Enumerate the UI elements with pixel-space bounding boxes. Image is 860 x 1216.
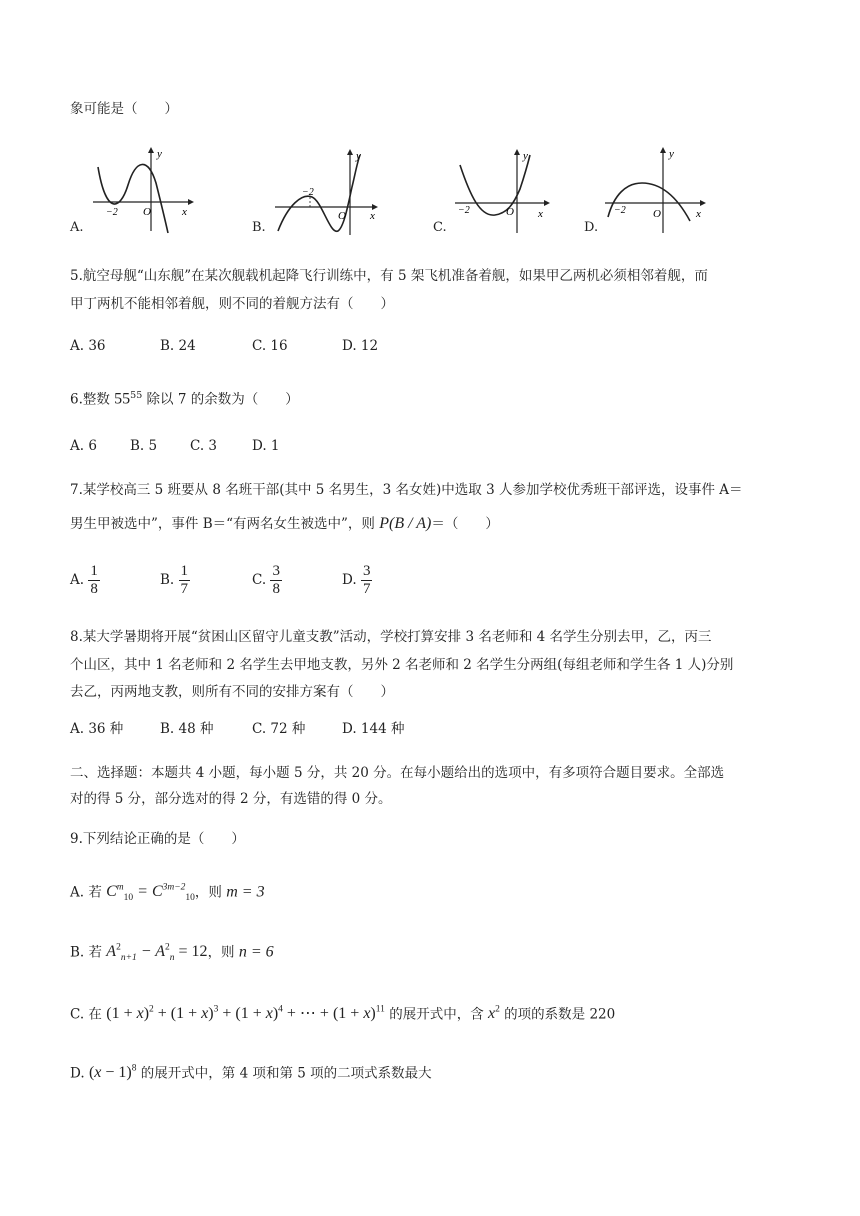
q7-option-a[interactable] <box>70 563 100 598</box>
section2-instructions-line1: 二、选择题：本题共 4 小题，每小题 5 分，共 20 分。在每小题给出的选项中，有多项符合题目要求。全部选 <box>70 765 725 781</box>
graph-d-origin-label: O <box>653 208 661 220</box>
graph-b-y-label: y <box>356 150 361 162</box>
q7-option-b[interactable] <box>160 563 190 598</box>
graph-d-y-label: y <box>669 148 674 160</box>
q9-d-tail: 的展开式中，第 4 项和第 5 项的二项式系数最大 <box>136 1065 432 1082</box>
graph-option-d <box>600 145 715 237</box>
q9-option-b[interactable] <box>70 938 274 969</box>
q5-option-a[interactable]: A. 36 <box>70 338 106 354</box>
graph-b-origin-label: O <box>338 210 346 222</box>
graph-c-neg2-label: −2 <box>458 205 470 216</box>
q5-option-d[interactable]: D. 12 <box>342 338 379 354</box>
q8-option-a[interactable]: A. 36 种 <box>70 721 124 737</box>
q9-c-formula: $(1 + x)^2 + (1 + x)^3 + (1 + x)^4$ + ⋯ + $(1 + x)^{11}$ <box>106 1005 385 1023</box>
q9-option-a[interactable] <box>70 878 265 909</box>
q9-b-result: n = 6 <box>238 943 274 961</box>
q9-stem: 9.下列结论正确的是（ ） <box>70 831 245 847</box>
q9-option-c[interactable] <box>70 1000 615 1024</box>
q9-d-formula: $(x - 1)^8$ <box>88 1064 137 1082</box>
q4-option-b[interactable]: B. <box>252 220 266 235</box>
q8-stem-line2: 个山区，其中 1 名老师和 2 名学生去甲地支教，另外 2 名老师和 2 名学生分两组(每组老师和学生各 1 人)分别 <box>70 657 734 673</box>
q4-option-a[interactable]: A. <box>70 220 84 235</box>
numerator: 3 <box>272 563 280 579</box>
denominator: 7 <box>362 581 371 597</box>
q5-stem-line2: 甲丁两机不能相邻着舰，则不同的着舰方法有（ ） <box>70 296 394 312</box>
graph-option-b <box>270 145 385 237</box>
graph-a-neg2-label: −2 <box>106 207 118 218</box>
q9-b-prefix: B. 若 <box>70 944 107 961</box>
q7-option-c-letter: C. <box>252 572 267 588</box>
q6-option-c[interactable]: C. 3 <box>190 438 218 454</box>
q8-option-c[interactable]: C. 72 种 <box>252 721 306 737</box>
graph-a-y-label: y <box>157 148 162 160</box>
q9-a-result: m = 3 <box>226 883 265 901</box>
graph-c-y-label: y <box>523 150 528 162</box>
graph-a-origin-label: O <box>143 206 151 218</box>
q6-option-d[interactable]: D. 1 <box>252 438 280 454</box>
q9-a-formula: $C^m_{10} = C^{3m-2}_{10}$ <box>106 883 195 904</box>
q9-a-prefix: A. 若 <box>70 884 107 901</box>
graph-a-x-label: x <box>182 206 187 218</box>
q7-option-c-fraction <box>270 563 282 598</box>
numerator: 1 <box>180 563 189 579</box>
graph-d-x-label: x <box>696 208 701 220</box>
graph-c-origin-label: O <box>506 206 514 218</box>
q9-c-prefix: C. 在 <box>70 1006 107 1023</box>
q7-option-c[interactable] <box>252 563 282 598</box>
denominator: 8 <box>90 581 98 597</box>
q6-option-a[interactable]: A. 6 <box>70 438 97 454</box>
q9-b-formula: $A^2_{n+1} - A^2_n = 12$ <box>106 943 208 964</box>
q7-line2-text: 男生甲被选中”，事件 B＝“有两名女生被选中”，则 <box>70 516 380 532</box>
q7-option-d-fraction <box>361 563 373 598</box>
q4-option-c[interactable]: C. <box>433 220 447 235</box>
q4-stem-tail: 象可能是（ ） <box>70 101 178 117</box>
numerator: 3 <box>362 563 371 579</box>
q9-c-mid: 的展开式中，含 <box>384 1006 488 1023</box>
q7-stem-line1: 7.某学校高三 5 班要从 8 名班干部(其中 5 名男生，3 名女姓)中选取 3 人参加学校优秀班干部评选，设事件 A＝ <box>70 482 743 498</box>
q6-option-b[interactable]: B. 5 <box>130 438 158 454</box>
q5-option-c[interactable]: C. 16 <box>252 338 288 354</box>
q9-c-tail: 的项的系数是 220 <box>499 1006 616 1023</box>
denominator: 7 <box>180 581 189 597</box>
q9-option-d[interactable] <box>70 1059 432 1083</box>
q9-d-prefix: D. <box>70 1065 89 1082</box>
q6-prefix: 6.整数 <box>70 391 115 408</box>
q7-stem-line2 <box>70 514 499 534</box>
q8-option-b[interactable]: B. 48 种 <box>160 721 214 737</box>
graph-b-neg2-label: −2 <box>302 187 314 198</box>
graph-option-a <box>88 145 198 237</box>
q6-exponent: 55 <box>130 390 143 401</box>
q9-b-mid: ，则 <box>207 944 239 961</box>
q7-option-d-letter: D. <box>342 572 357 588</box>
q7-option-d[interactable] <box>342 563 372 598</box>
q7-option-b-letter: B. <box>160 572 175 588</box>
q6-suffix: 除以 7 的余数为（ ） <box>142 391 299 408</box>
q7-probability: P(B / A) <box>379 515 432 532</box>
graph-option-c <box>450 145 560 237</box>
q7-option-a-fraction <box>88 563 100 598</box>
numerator: 1 <box>90 563 98 579</box>
q8-stem-line3: 去乙，丙两地支教，则所有不同的安排方案有（ ） <box>70 684 394 700</box>
q7-option-b-fraction <box>179 563 191 598</box>
q6-base: 55 <box>114 390 131 408</box>
graph-d-neg2-label: −2 <box>614 205 626 216</box>
graph-c-x-label: x <box>538 208 543 220</box>
section2-instructions-line2: 对的得 5 分，部分选对的得 2 分，有选错的得 0 分。 <box>70 791 392 807</box>
q4-option-d[interactable]: D. <box>584 220 599 235</box>
q8-stem-line1: 8.某大学暑期将开展“贫困山区留守儿童支教”活动，学校打算安排 3 名老师和 4 名学生分别去甲，乙，丙三 <box>70 629 712 645</box>
q8-option-d[interactable]: D. 144 种 <box>342 721 405 737</box>
q9-a-mid: ，则 <box>194 884 227 901</box>
q5-option-b[interactable]: B. 24 <box>160 338 196 354</box>
q7-line2-tail: ＝（ ） <box>431 516 499 532</box>
denominator: 8 <box>272 581 280 597</box>
q7-option-a-letter: A. <box>70 572 85 588</box>
q6-stem <box>70 386 299 410</box>
q5-stem-line1: 5.航空母舰“山东舰”在某次舰载机起降飞行训练中，有 5 架飞机准备着舰，如果甲乙两机必须相邻着舰，而 <box>70 268 708 284</box>
q9-c-term: $x^2$ <box>488 1005 500 1023</box>
graph-b-x-label: x <box>370 210 375 222</box>
